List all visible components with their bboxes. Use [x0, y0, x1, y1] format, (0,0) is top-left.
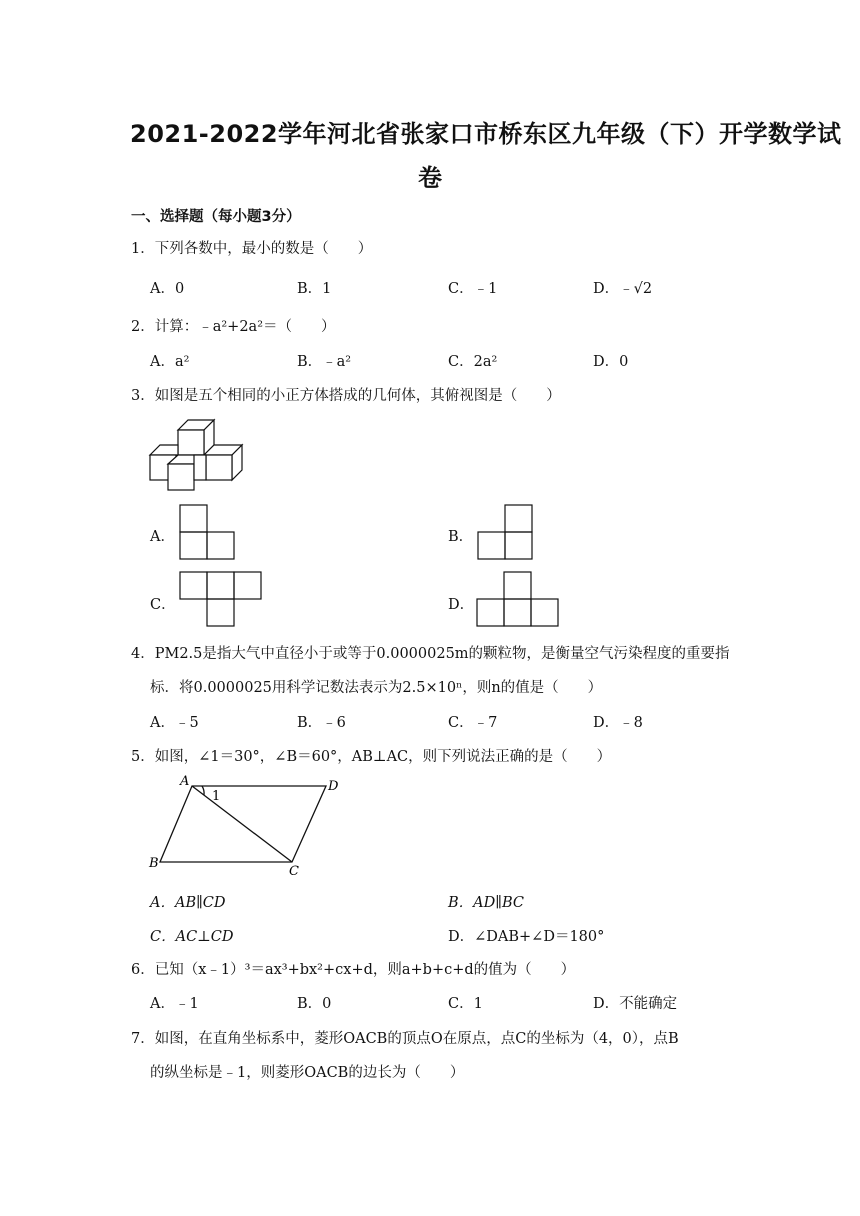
q5-label-d: D — [328, 779, 339, 794]
question-7-stem-line2: 的纵坐标是﹣1，则菱形OACB的边长为（ ） — [150, 1065, 465, 1081]
q5-label-angle1: 1 — [212, 789, 221, 804]
q3-option-b: B． — [448, 529, 474, 545]
q2-option-c: C．2a² — [448, 354, 498, 370]
q1-option-c: C．﹣1 — [448, 281, 498, 297]
q1-option-d: D．﹣√2 — [593, 281, 653, 297]
q5-option-c: C．AC⊥CD — [150, 929, 234, 945]
question-4-stem-line1: 4．PM2.5是指大气中直径小于或等于0.0000025m的颗粒物，是衡量空气污染程度的重要指 — [131, 646, 730, 662]
q5-parallelogram-figure — [148, 774, 348, 879]
q4-option-c: C．﹣7 — [448, 715, 498, 731]
q5-label-a: A — [180, 774, 190, 789]
q3-option-b-figure — [477, 504, 537, 562]
q5-option-a: A．AB∥CD — [150, 895, 226, 911]
q4-option-d: D．﹣8 — [593, 715, 643, 731]
q3-solid-figure — [148, 418, 248, 493]
q3-option-d-figure — [476, 571, 562, 629]
q3-option-c: C． — [150, 597, 176, 613]
q5-label-c: C — [289, 864, 299, 879]
q6-option-a: A．﹣1 — [150, 996, 199, 1012]
q1-option-b: B．1 — [297, 281, 332, 297]
section-heading: 一、选择题（每小题3分） — [131, 209, 301, 225]
q3-option-d: D． — [448, 597, 475, 613]
question-1-stem: 1．下列各数中，最小的数是（ ） — [131, 241, 373, 257]
question-2-stem: 2．计算：﹣a²+2a²＝（ ） — [131, 319, 336, 335]
q2-option-b: B．﹣a² — [297, 354, 352, 370]
page-title-line1: 2021-2022学年河北省张家口市桥东区九年级（下）开学数学试 — [130, 120, 842, 148]
q3-option-a: A． — [150, 529, 175, 545]
question-7-stem-line1: 7．如图，在直角坐标系中，菱形OACB的顶点O在原点，点C的坐标为（4，0），点B — [131, 1031, 679, 1047]
question-3-stem: 3．如图是五个相同的小正方体搭成的几何体，其俯视图是（ ） — [131, 388, 561, 404]
q6-option-d: D．不能确定 — [593, 996, 678, 1012]
question-6-stem: 6．已知（x﹣1）³＝ax³+bx²+cx+d，则a+b+c+d的值为（ ） — [131, 962, 576, 978]
q4-option-b: B．﹣6 — [297, 715, 346, 731]
q4-option-a: A．﹣5 — [150, 715, 199, 731]
q1-option-a: A．0 — [150, 281, 185, 297]
q3-option-c-figure — [179, 571, 265, 629]
q5-option-b: B．AD∥BC — [448, 895, 524, 911]
question-4-stem-line2: 标．将0.0000025用科学记数法表示为2.5×10ⁿ，则n的值是（ ） — [150, 680, 603, 696]
question-5-stem: 5．如图，∠1＝30°，∠B＝60°，AB⊥AC，则下列说法正确的是（ ） — [131, 749, 612, 765]
q2-option-a: A．a² — [150, 354, 190, 370]
q6-option-c: C．1 — [448, 996, 483, 1012]
q2-option-d: D．0 — [593, 354, 629, 370]
q5-label-b: B — [149, 856, 159, 871]
page-title-line2: 卷 — [418, 164, 443, 192]
q6-option-b: B．0 — [297, 996, 332, 1012]
q3-option-a-figure — [179, 504, 239, 562]
q5-option-d: D．∠DAB+∠D＝180° — [448, 929, 605, 945]
